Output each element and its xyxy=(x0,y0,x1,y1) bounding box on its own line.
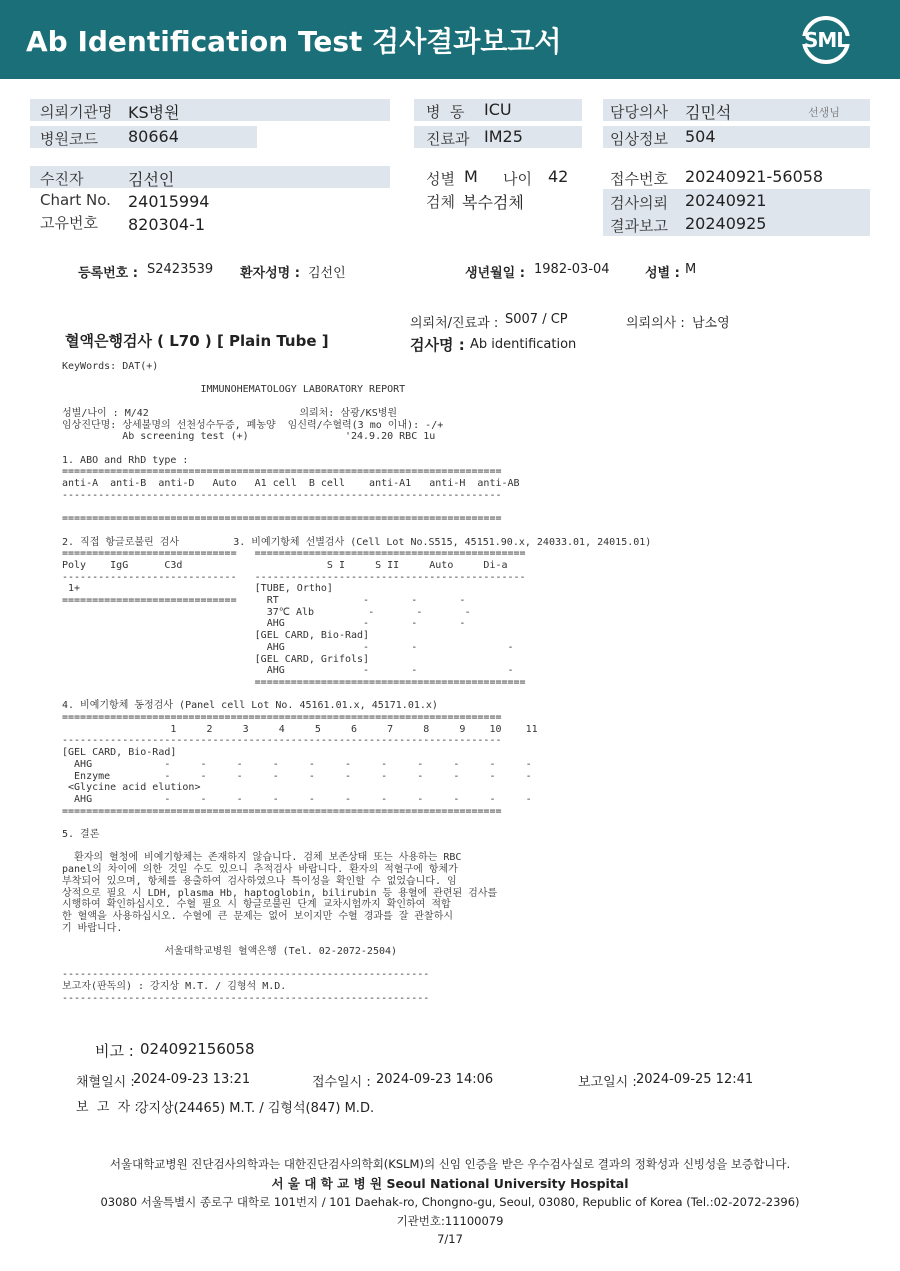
footer-page: 7/17 xyxy=(437,1232,463,1246)
footer-certification: 서울대학교병원 진단검사의학과는 대한진단검사의학회(KSLM)의 신임 인증을 받은 우수검사실로 결과의 정확성과 신빙성을 보증합니다. xyxy=(109,1157,791,1171)
clinical-label: 임상정보 xyxy=(610,130,668,148)
report-line: AHG - - - xyxy=(62,618,466,630)
specimen-label: 검체 xyxy=(426,193,455,211)
req-doctor: 남소영 xyxy=(692,316,730,331)
report-line: Poly IgG C3d S I S II Auto Di-a xyxy=(62,559,508,571)
test-name-label: 검사명 : xyxy=(410,336,470,354)
sex-label: 성별 xyxy=(426,170,455,188)
name: 김선인 xyxy=(308,266,346,281)
sex-value: M xyxy=(464,167,478,186)
age-value: 42 xyxy=(548,167,569,186)
note-value: 024092156058 xyxy=(140,1040,255,1058)
req-dept-label: 의뢰처/진료과 : xyxy=(410,316,503,331)
report-line: 보고자(판독의) : 강지상 M.T. / 김형석 M.D. xyxy=(62,981,287,993)
ward-label: 병 동 xyxy=(426,103,465,121)
bar-patient xyxy=(30,166,390,188)
sml-logo xyxy=(798,12,854,68)
recv-time-value: 2024-09-23 14:06 xyxy=(376,1072,494,1087)
report-line: Ab screening test (+) '24.9.20 RBC 1u xyxy=(62,431,436,443)
report-line: 성별/나이 : M/42 의뢰처: 삼광/KS병원 xyxy=(62,407,398,419)
doctor-value: 김민석 xyxy=(685,103,732,122)
code-value: 80664 xyxy=(128,127,179,146)
report-line: ============================= RT - - - xyxy=(62,595,466,606)
report-line: ============================= ============================================= xyxy=(62,548,526,560)
report-value: 20240925 xyxy=(685,214,767,233)
id-value: 820304-1 xyxy=(128,215,206,234)
chart-label: Chart No. xyxy=(40,191,111,209)
report-line: 5. 결론 xyxy=(62,829,100,840)
report-line: AHG - - - xyxy=(62,665,514,677)
report-line: 시행하여 확인하십시오. 수혈 필요 시 항글로불린 단계 교차시험까지 확인하여 적합 xyxy=(62,899,451,911)
report-line: 상적으로 필요 시 LDH, plasma Hb, haptoglobin, bilirubin 등 용혈에 관련된 검사를 xyxy=(62,887,498,899)
patient-value: 김선인 xyxy=(128,170,175,189)
dob: 1982-03-04 xyxy=(534,262,610,277)
report-line: ------------------------------------------------------------- xyxy=(62,992,430,1004)
reg-no: S2423539 xyxy=(147,262,214,277)
ward-value: ICU xyxy=(484,100,512,119)
report-line: AHG - - - - - - - - - - - xyxy=(62,758,532,770)
reg-no-label: 등록번호 : xyxy=(78,266,138,281)
report-line: 2. 직접 항글로불린 검사 3. 비예기항체 선별검사 (Cell Lot No.S515, 45151.90.x, 24033.01, 24015.01) xyxy=(62,536,652,548)
clinical-value: 504 xyxy=(685,127,716,146)
report-line: 37℃ Alb - - - xyxy=(62,606,471,618)
report-line: [GEL CARD, Bio-Rad] xyxy=(62,747,177,759)
req-label: 검사의뢰 xyxy=(610,194,668,212)
specimen-value: 복수검체 xyxy=(462,193,524,212)
report-line: Enzyme - - - - - - - - - - - xyxy=(62,770,532,782)
report-line: ------------------------------------------------------------------------- xyxy=(62,735,502,747)
doctor-suffix: 선생님 xyxy=(808,106,840,119)
report-line: AHG - - - xyxy=(62,641,514,653)
report-line: ========================================================================= xyxy=(62,513,502,525)
reg-sex: M xyxy=(685,262,697,277)
recv-label: 접수번호 xyxy=(610,170,668,188)
report-line: IMMUNOHEMATOLOGY LABORATORY REPORT xyxy=(62,384,406,396)
report-line: ========================================================================= xyxy=(62,805,502,817)
footer-inst-no: 기관번호:11100079 xyxy=(396,1214,504,1228)
report-line: 임상진단명: 상세불명의 선천성수두증, 폐농양 임신력/수혈력(3 mo 이내): -/+ xyxy=(62,419,444,431)
report-time-value: 2024-09-25 12:41 xyxy=(636,1072,754,1087)
id-label: 고유번호 xyxy=(40,214,98,232)
report-line: 한 혈액을 사용하십시오. 수혈에 큰 문제는 없어 보이지만 수혈 경과를 잘 관찰하시 xyxy=(62,910,454,922)
req-doctor-label: 의뢰의사 : xyxy=(626,316,689,331)
collect-value: 2024-09-23 13:21 xyxy=(133,1072,251,1087)
recv-time-label: 접수일시 : xyxy=(312,1075,375,1090)
test-title: 혈액은행검사 ( L70 ) [ Plain Tube ] xyxy=(65,332,329,350)
report-line: panel의 차이에 의한 것일 수도 있으니 추적검사 바랍니다. 환자의 적혈구에 항체가 xyxy=(62,864,458,876)
header-bar xyxy=(0,0,900,79)
report-line: ------------------------------------------------------------------------- xyxy=(62,489,502,501)
report-line: AHG - - - - - - - - - - - xyxy=(62,793,532,805)
reg-sex-label: 성별 : xyxy=(645,266,680,281)
logo-text: SML xyxy=(803,28,849,52)
req-value: 20240921 xyxy=(685,191,767,210)
chart-value: 24015994 xyxy=(128,192,210,211)
report-line: 서울대학교병원 혈액은행 (Tel. 02-2072-2504) xyxy=(62,946,398,957)
age-label: 나이 xyxy=(503,170,532,188)
report-line: <Glycine acid elution> xyxy=(62,782,201,794)
report-line: KeyWords: DAT(+) xyxy=(62,361,159,372)
report-line: ============================================= xyxy=(62,676,526,688)
dept-value: IM25 xyxy=(484,127,523,146)
lab-report-body xyxy=(62,361,702,1021)
footer-address: 03080 서울특별시 종로구 대학로 101번지 / 101 Daehak-ro, Chongno-gu, Seoul, 03080, Republic of Korea (Tel.:02-2072-2396) xyxy=(100,1195,800,1209)
report-line: 기 바랍니다. xyxy=(62,922,123,934)
report-line: 4. 비예기항체 동정검사 (Panel cell Lot No. 45161.01.x, 45171.01.x) xyxy=(62,700,438,712)
report-line: [GEL CARD, Bio-Rad] xyxy=(62,630,370,642)
report-line: anti-A anti-B anti-D Auto A1 cell B cell anti-A1 anti-H anti-AB xyxy=(62,478,520,489)
report-time-label: 보고일시 : xyxy=(578,1075,637,1090)
report-line: 1 2 3 4 5 6 7 8 9 10 11 xyxy=(62,723,538,735)
report-line: 환자의 혈청에 비예기항체는 존재하지 않습니다. 검체 보존상태 또는 사용하는 RBC xyxy=(62,852,462,864)
report-line: ========================================================================= xyxy=(62,712,502,723)
patient-label: 수진자 xyxy=(40,170,84,188)
code-label: 병원코드 xyxy=(40,130,98,148)
dept-label: 진료과 xyxy=(426,130,470,148)
inst-label: 의뢰기관명 xyxy=(40,103,113,121)
report-line: ------------------------------------------------------------- xyxy=(62,969,430,981)
report-line: 1+ [TUBE, Ortho] xyxy=(62,583,333,595)
report-line: 1. ABO and RhD type : xyxy=(62,454,189,466)
collect-label: 채혈일시 : xyxy=(76,1075,135,1090)
doctor-label: 담당의사 xyxy=(610,103,668,121)
reporter-label: 보 고 자 : xyxy=(76,1100,139,1115)
report-line: [GEL CARD, Grifols] xyxy=(62,653,370,665)
inst-value: KS병원 xyxy=(128,103,180,122)
report-line: 부착되어 있으며, 항체를 용출하여 검사하였으나 특이성을 확인할 수 없었습니다. 임 xyxy=(62,875,457,887)
dob-label: 생년월일 : xyxy=(465,266,525,281)
recv-value: 20240921-56058 xyxy=(685,167,824,186)
footer-hospital: 서 울 대 학 교 병 원 Seoul National University Hospital xyxy=(271,1176,629,1191)
report-title: Ab Identification Test 검사결과보고서 xyxy=(26,25,562,58)
reporter-value: 강지상(24465) M.T. / 김형석(847) M.D. xyxy=(136,1101,375,1116)
note-label: 비고 : xyxy=(95,1042,139,1060)
name-label: 환자성명 : xyxy=(240,266,300,281)
report-label: 결과보고 xyxy=(610,217,668,235)
req-dept: S007 / CP xyxy=(505,312,568,327)
report-line: ========================================================================= xyxy=(62,466,502,478)
report-line: ----------------------------- --------------------------------------------- xyxy=(62,571,526,583)
test-name: Ab identification xyxy=(470,337,577,352)
